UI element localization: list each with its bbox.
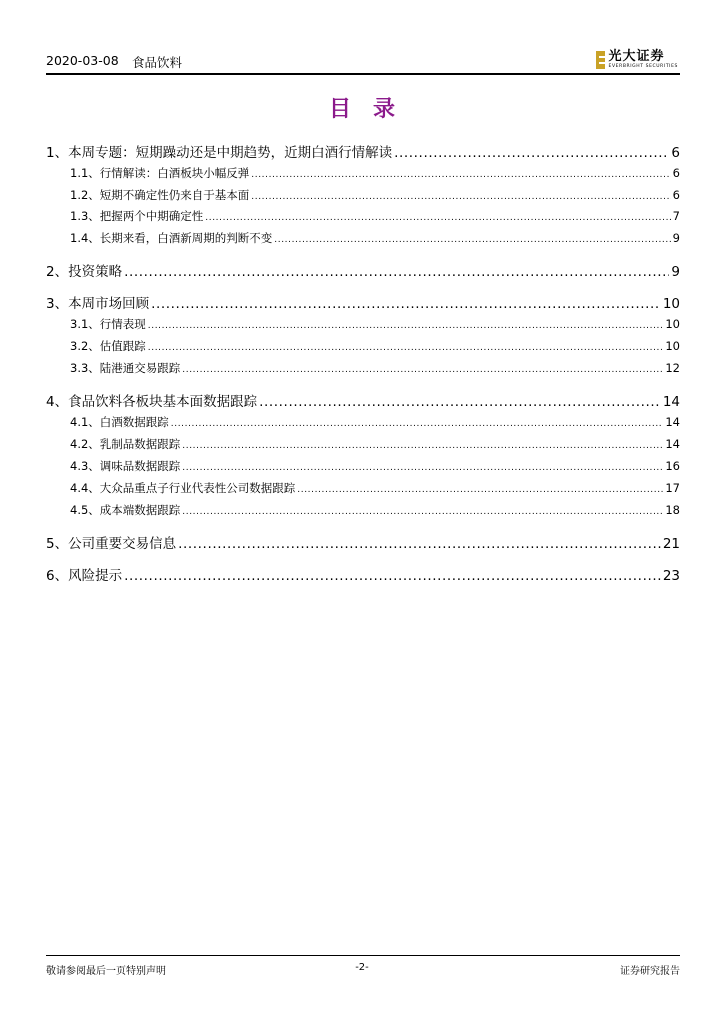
toc-entry-title: 长期来看，白酒新周期的判断不变	[99, 231, 273, 245]
toc-entry-page: 9	[672, 231, 680, 245]
toc-entry-number: 6、	[46, 568, 69, 584]
toc-leader-dots	[178, 536, 661, 552]
toc-leader-dots	[124, 568, 661, 584]
toc-entry-number: 3.2、	[70, 339, 100, 353]
footer-report-type: 证券研究报告	[620, 966, 680, 977]
toc-entry-number: 4、	[46, 394, 69, 410]
toc-entry-title: 乳制品数据跟踪	[99, 437, 181, 451]
toc-entry-page: 6	[672, 166, 680, 180]
toc-entry-number: 4.4、	[70, 481, 100, 495]
toc-leader-dots	[151, 296, 661, 312]
toc-entry-number: 1.4、	[70, 231, 100, 245]
toc-entry[interactable]	[46, 564, 680, 584]
report-sector: 食品饮料	[132, 55, 183, 70]
toc-entry-page: 14	[665, 415, 680, 429]
toc-entry-number: 5、	[46, 536, 69, 552]
toc-entry[interactable]	[70, 230, 680, 246]
toc-entry-page: 16	[665, 459, 680, 473]
footer-divider	[46, 955, 680, 956]
toc-entry-number: 3、	[46, 296, 69, 312]
toc-entry[interactable]	[70, 165, 680, 181]
logo-icon	[596, 51, 605, 69]
logo-name-en: EVERBRIGHT SECURITIES	[608, 64, 678, 70]
toc-entry-title: 公司重要交易信息	[68, 536, 177, 552]
toc-entry[interactable]	[70, 502, 680, 518]
report-date: 2020-03-08	[46, 53, 119, 68]
toc-leader-dots	[182, 437, 663, 451]
toc-entry-title: 成本端数据跟踪	[99, 503, 181, 517]
toc-entry-page: 6	[671, 145, 680, 161]
toc-leader-dots	[124, 264, 669, 280]
toc-entry-number: 4.5、	[70, 503, 100, 517]
toc-entry-title: 风险提示	[68, 568, 123, 584]
toc-entry-page: 21	[662, 536, 680, 552]
toc-leader-dots	[394, 145, 669, 161]
toc-entry[interactable]	[46, 141, 680, 161]
toc-entry-title: 行情解读：白酒板块小幅反弹	[99, 166, 250, 180]
toc-leader-dots	[251, 188, 670, 202]
logo-name-cn: 光大证券	[608, 49, 665, 65]
toc-entry-page: 14	[662, 394, 680, 410]
toc-entry-page: 18	[665, 503, 680, 517]
toc-entry-number: 1.3、	[70, 209, 100, 223]
toc-entry-number: 4.3、	[70, 459, 100, 473]
toc-entry[interactable]	[70, 458, 680, 474]
toc-entry-title: 陆港通交易跟踪	[99, 361, 181, 375]
toc-entry-title: 白酒数据跟踪	[99, 415, 169, 429]
toc-entry-number: 3.1、	[70, 317, 100, 331]
toc-entry-page: 10	[665, 317, 680, 331]
toc-leader-dots	[297, 481, 663, 495]
toc-entry-page: 14	[665, 437, 680, 451]
toc-entry-title: 大众品重点子行业代表性公司数据跟踪	[99, 481, 296, 495]
toc-leader-dots	[182, 459, 663, 473]
toc-entry[interactable]	[70, 338, 680, 354]
header-divider	[46, 73, 680, 75]
toc-entry[interactable]	[70, 360, 680, 376]
toc-entry[interactable]	[70, 480, 680, 496]
toc-entry-title: 本周专题：短期躁动还是中期趋势，近期白酒行情解读	[68, 145, 393, 161]
toc-leader-dots	[259, 394, 661, 410]
toc-entry[interactable]	[70, 316, 680, 332]
toc-leader-dots	[205, 209, 670, 223]
toc-leader-dots	[182, 361, 663, 375]
toc-entry-page: 17	[665, 481, 680, 495]
toc-entry[interactable]	[70, 436, 680, 452]
toc-entry-title: 估值跟踪	[99, 339, 146, 353]
footer-disclaimer: 敬请参阅最后一页特别声明	[46, 966, 166, 977]
toc-entry-number: 3.3、	[70, 361, 100, 375]
toc-leader-dots	[274, 231, 670, 245]
toc-entry[interactable]	[46, 260, 680, 280]
toc-entry[interactable]	[46, 390, 680, 410]
toc-entry-title: 投资策略	[68, 264, 123, 280]
toc-entry[interactable]	[70, 414, 680, 430]
toc-entry-title: 行情表现	[99, 317, 146, 331]
toc-leader-dots	[251, 166, 670, 180]
toc-entry[interactable]	[70, 187, 680, 203]
toc-entry-page: 23	[662, 568, 680, 584]
toc-entry-page: 10	[665, 339, 680, 353]
toc-entry-title: 食品饮料各板块基本面数据跟踪	[68, 394, 258, 410]
toc-leader-dots	[171, 415, 664, 429]
toc-entry-number: 2、	[46, 264, 69, 280]
toc-entry-number: 4.2、	[70, 437, 100, 451]
toc-entry-title: 调味品数据跟踪	[99, 459, 181, 473]
toc-leader-dots	[182, 503, 663, 517]
page-header	[46, 44, 680, 74]
toc-entry-title: 把握两个中期确定性	[99, 209, 204, 223]
toc-entry[interactable]	[46, 292, 680, 312]
toc-entry-page: 10	[662, 296, 680, 312]
toc-title: 目录	[328, 97, 417, 122]
toc-entry-number: 1.1、	[70, 166, 100, 180]
toc-entry-title: 本周市场回顾	[68, 296, 150, 312]
toc-entry-number: 1.2、	[70, 188, 100, 202]
toc-entry-page: 6	[672, 188, 680, 202]
toc-entry-page: 12	[665, 361, 680, 375]
toc-entry-page: 9	[671, 264, 680, 280]
footer-page-number: -2-	[355, 962, 369, 973]
toc-entry[interactable]	[46, 532, 680, 552]
toc-entry[interactable]	[70, 208, 680, 224]
company-logo	[596, 49, 678, 71]
toc-leader-dots	[148, 339, 664, 353]
toc-entry-number: 4.1、	[70, 415, 100, 429]
toc-leader-dots	[148, 317, 664, 331]
toc-entry-number: 1、	[46, 145, 69, 161]
toc-entry-title: 短期不确定性仍来自于基本面	[99, 188, 250, 202]
toc-entry-page: 7	[672, 209, 680, 223]
